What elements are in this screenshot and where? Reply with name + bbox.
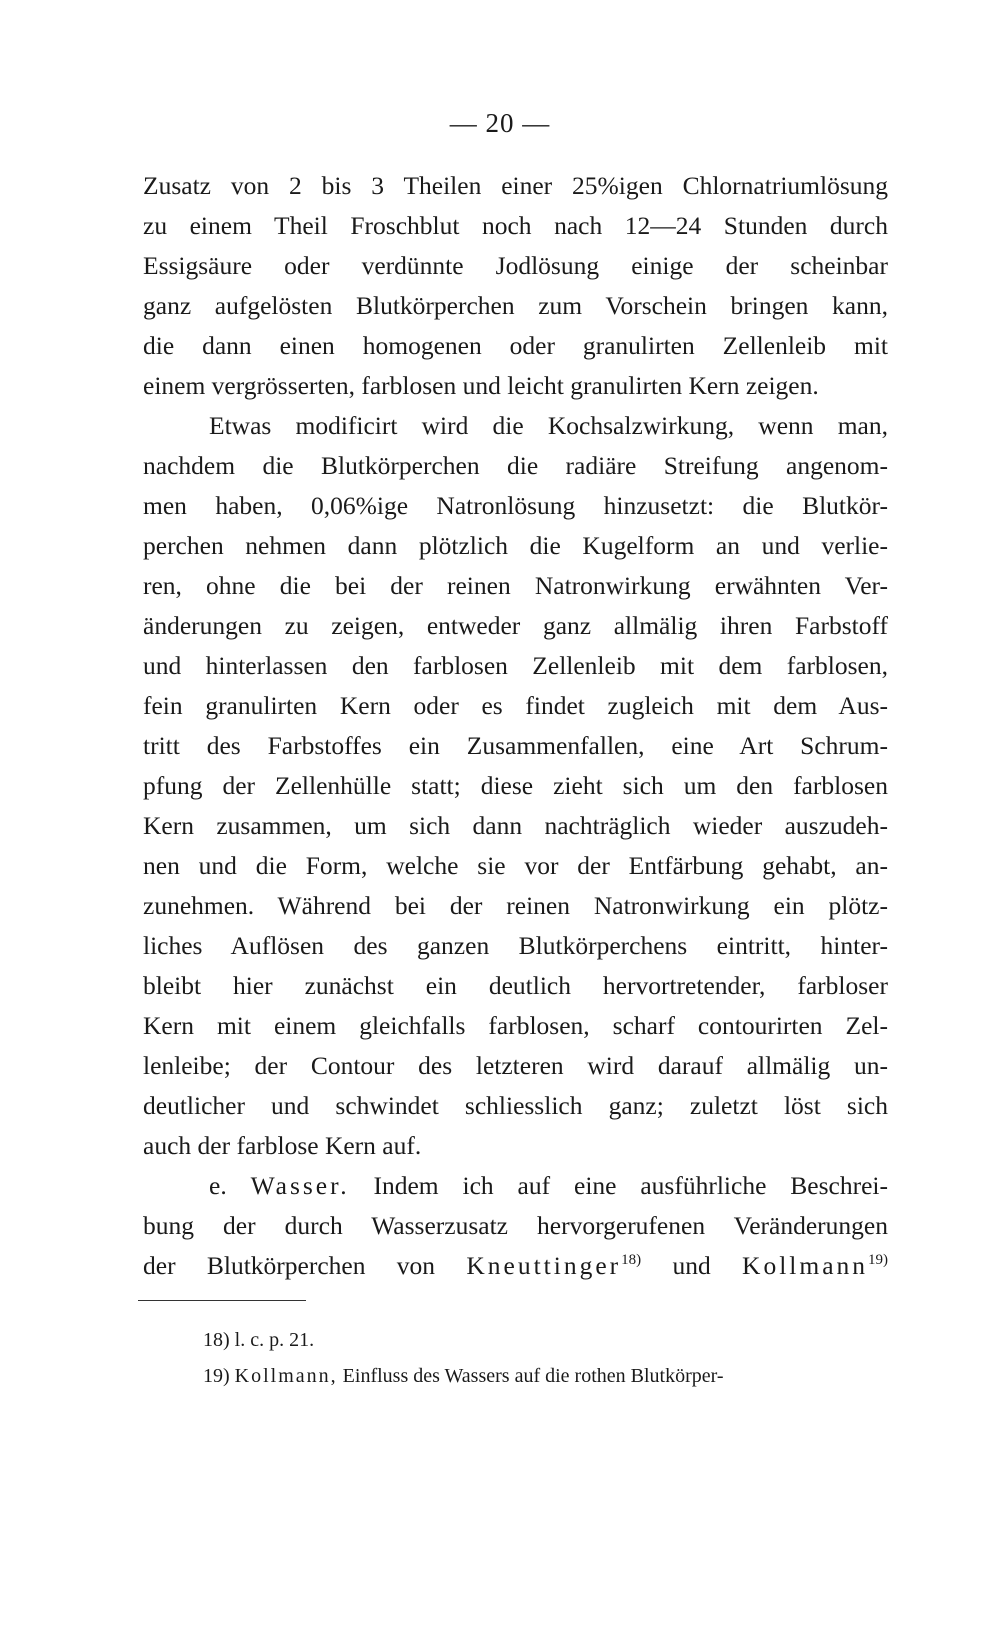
text-line: tritt des Farbstoffes ein Zusammenfallen, eine Art Schrum-: [143, 731, 888, 760]
text-line: pfung der Zellenhülle statt; diese zieht sich um den farblosen: [143, 771, 888, 800]
text-line: ganz aufgelösten Blutkörperchen zum Vorschein bringen kann,: [143, 291, 888, 320]
text-segment: und: [672, 1251, 711, 1280]
text-line: deutlicher und schwindet schliesslich ganz; zuletzt löst sich: [143, 1091, 888, 1120]
text-line: und hinterlassen den farblosen Zellenleib mit dem farblosen,: [143, 651, 888, 680]
page-number: — 20 —: [449, 108, 551, 138]
text-line: liches Auflösen des ganzen Blutkörperchens eintritt, hinter-: [143, 931, 888, 960]
paragraph-start-line: Etwas modificirt wird die Kochsalzwirkung, wenn man,: [209, 411, 888, 440]
footnote-ref: 19): [868, 1252, 889, 1268]
text-line: auch der farblose Kern auf.: [143, 1131, 422, 1160]
text-line: änderungen zu zeigen, entweder ganz allmälig ihren Farbstoff: [143, 611, 888, 640]
footnote-number: 19): [203, 1365, 230, 1387]
text-line: fein granulirten Kern oder es findet zugleich mit dem Aus-: [143, 691, 888, 720]
footnote-18: 18) l. c. p. 21.: [203, 1329, 315, 1351]
footnote-ref: 18): [621, 1252, 642, 1268]
author-name: Kollmann: [742, 1251, 869, 1280]
text-line: nen und die Form, welche sie vor der Entfärbung gehabt, an-: [143, 851, 888, 880]
text-line-with-citations: [143, 1246, 888, 1286]
text-line: nachdem die Blutkörperchen die radiäre Streifung angenom-: [143, 451, 888, 480]
section-label: e.: [209, 1171, 227, 1200]
text-line: ren, ohne die bei der reinen Natronwirkung erwähnten Ver-: [143, 571, 888, 600]
section-e-first-line: [143, 1166, 888, 1206]
text-line: einem vergrösserten, farblosen und leicht granulirten Kern zeigen.: [143, 371, 819, 400]
footnotes: [203, 1322, 893, 1394]
text-line: die dann einen homogenen oder granulirten Zellenleib mit: [143, 331, 888, 360]
text-line: perchen nehmen dann plötzlich die Kugelform an und verlie-: [143, 531, 888, 560]
text-line: lenleibe; der Contour des letzteren wird darauf allmälig un-: [143, 1051, 888, 1080]
body-text: [143, 166, 888, 1286]
footnote-text: Einfluss des Wassers auf die rothen Blutkörper-: [342, 1365, 724, 1387]
section-text: Indem ich auf eine ausführliche Beschrei-: [373, 1171, 888, 1200]
text-line: bung der durch Wasserzusatz hervorgerufenen Veränderungen: [143, 1211, 888, 1240]
footnote-author: Kollmann,: [234, 1365, 338, 1387]
text-line: Zusatz von 2 bis 3 Theilen einer 25%igen Chlornatriumlösung: [143, 171, 888, 200]
text-line: Kern mit einem gleichfalls farblosen, scharf contourirten Zel-: [143, 1011, 888, 1040]
text-line: zunehmen. Während bei der reinen Natronwirkung ein plötz-: [143, 891, 888, 920]
text-segment: der Blutkörperchen von: [143, 1251, 436, 1280]
text-line: Kern zusammen, um sich dann nachträglich wieder auszudeh-: [143, 811, 888, 840]
author-name: Kneuttinger: [466, 1251, 622, 1280]
text-line: bleibt hier zunächst ein deutlich hervortretender, farbloser: [143, 971, 888, 1000]
footnote-19: [203, 1358, 893, 1394]
text-line: men haben, 0,06%ige Natronlösung hinzusetzt: die Blutkör-: [143, 491, 888, 520]
section-heading: Wasser.: [250, 1171, 350, 1200]
text-line: Essigsäure oder verdünnte Jodlösung einige der scheinbar: [143, 251, 888, 280]
footnote-divider: [138, 1300, 306, 1301]
text-line: zu einem Theil Froschblut noch nach 12—24 Stunden durch: [143, 211, 888, 240]
